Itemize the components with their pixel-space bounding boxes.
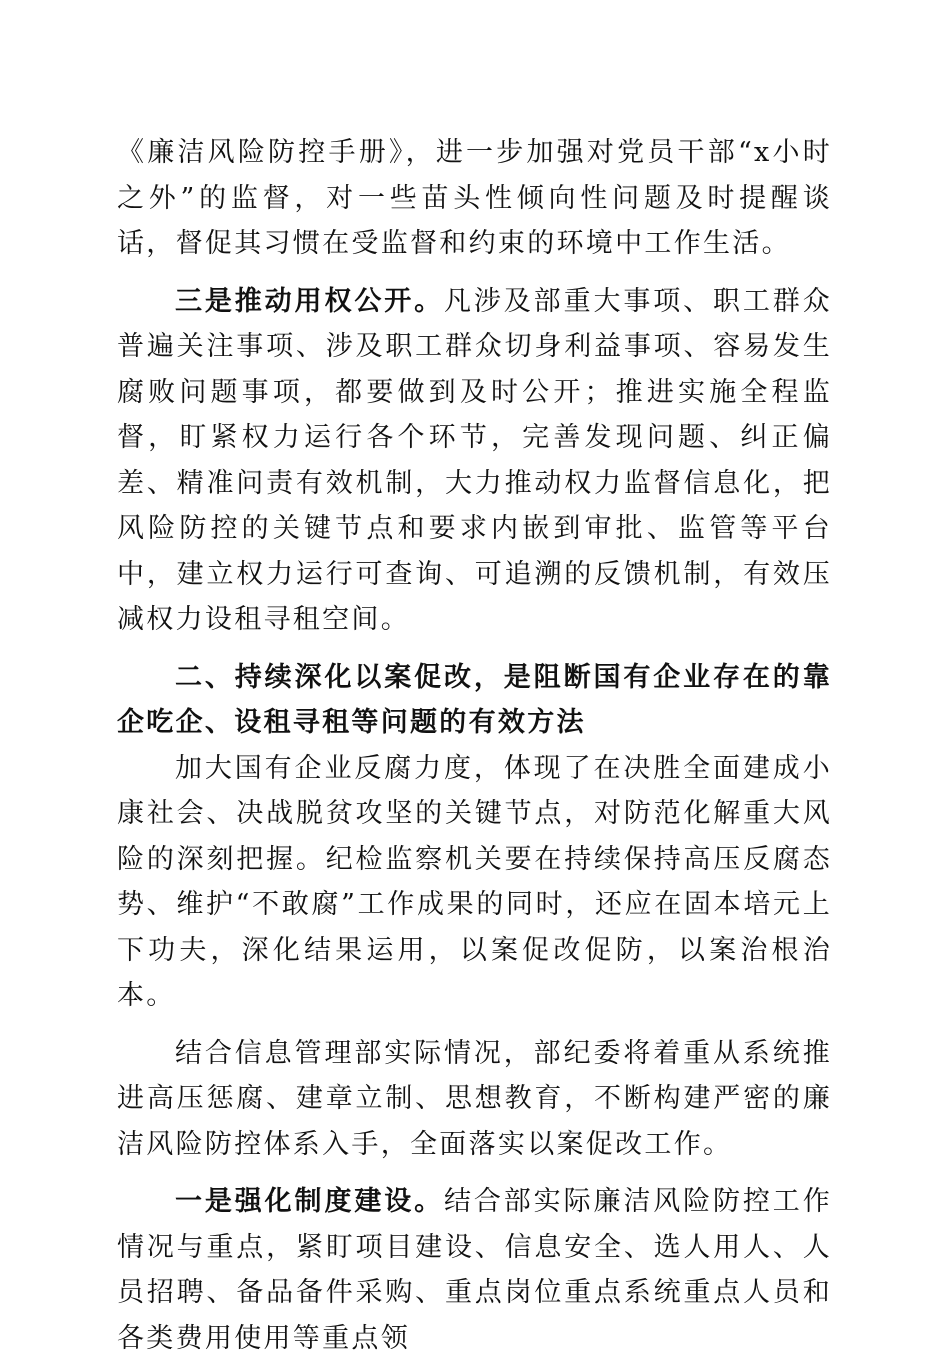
paragraph-power-transparency bbox=[117, 279, 832, 643]
paragraph-lead: 三是推动用权公开。 bbox=[175, 285, 445, 317]
paragraph-lead: 一是强化制度建设。 bbox=[175, 1186, 445, 1217]
paragraph-anti-corruption bbox=[117, 746, 832, 1019]
paragraph-text: 凡涉及部重大事项、职工群众普遍关注事项、涉及职工群众切身利益事项、容易发生腐败问题事项，都要做到及时公开；推进实施全程监督，盯紧权力运行各个环节，完善发现问题、纠正偏差、精准问责有效机制，大力推动权力监督信息化，把风险防控的关键节点和要求内嵌到审批、监管等平台中，建立权力运行可查询、可追溯的反馈机制，有效压减权力设租寻租空间。 bbox=[117, 285, 832, 635]
section-heading-2: 二、持续深化以案促改，是阻断国有企业存在的靠企吃企、设租寻租等问题的有效方法 bbox=[117, 661, 832, 738]
paragraph-department-plan bbox=[117, 1031, 832, 1168]
paragraph-system-building bbox=[117, 1179, 832, 1361]
paragraph-text: 加大国有企业反腐力度，体现了在决胜全面建成小康社会、决战脱贫攻坚的关键节点，对防范化解重大风险的深刻把握。纪检监察机关要在持续保持高压反腐态势、维护“不敢腐”工作成果的同时，还应在固本培元上下功夫，深化结果运用，以案促改促防，以案治根治本。 bbox=[117, 752, 832, 1011]
paragraph-text: 《廉洁风险防控手册》，进一步加强对党员干部“x小时之外”的监督，对一些苗头性倾向性问题及时提醒谈话，督促其习惯在受监督和约束的环境中工作生活。 bbox=[117, 137, 832, 259]
paragraph-text: 结合部实际廉洁风险防控工作情况与重点，紧盯项目建设、信息安全、选人用人、人员招聘、备品备件采购、重点岗位重点系统重点人员和各类费用使用等重点领 bbox=[117, 1186, 832, 1354]
paragraph-continuation bbox=[117, 130, 832, 267]
document-body bbox=[117, 130, 832, 1361]
paragraph-text: 结合信息管理部实际情况，部纪委将着重从系统推进高压惩腐、建章立制、思想教育，不断构建严密的廉洁风险防控体系入手，全面落实以案促改工作。 bbox=[117, 1037, 832, 1160]
